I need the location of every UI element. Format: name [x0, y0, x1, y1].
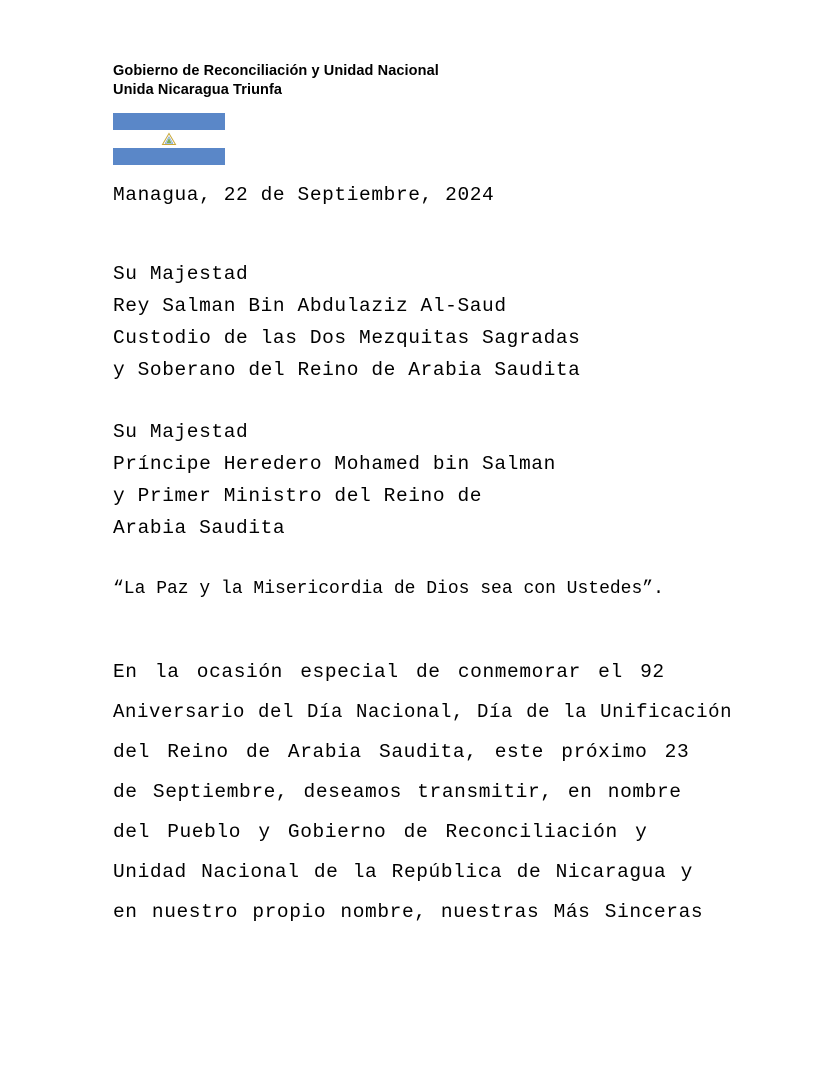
letterhead	[113, 62, 713, 100]
addressee-two-line-3: y Primer Ministro del Reino de	[113, 485, 483, 507]
flag-band-bottom	[113, 148, 225, 165]
paragraph-one-line-1: En la ocasión especial de conmemorar el 92	[113, 661, 665, 683]
nicaragua-flag-icon	[113, 113, 225, 165]
paragraph-one-line-3: del Reino de Arabia Saudita, este próximo 23	[113, 741, 690, 763]
addressee-two	[113, 416, 733, 544]
addressee-two-line-4: Arabia Saudita	[113, 517, 286, 539]
addressee-two-line-2: Príncipe Heredero Mohamed bin Salman	[113, 453, 556, 475]
paragraph-one-line-4: de Septiembre, deseamos transmitir, en nombre	[113, 781, 682, 803]
salutation: “La Paz y la Misericordia de Dios sea con Ustedes”.	[113, 579, 664, 599]
addressee-one	[113, 258, 733, 386]
paragraph-one-line-5: del Pueblo y Gobierno de Reconciliación y	[113, 821, 648, 843]
addressee-one-line-2: Rey Salman Bin Abdulaziz Al-Saud	[113, 295, 507, 317]
addressee-one-line-4: y Soberano del Reino de Arabia Saudita	[113, 359, 581, 381]
paragraph-one-line-7: en nuestro propio nombre, nuestras Más Sinceras	[113, 901, 704, 923]
paragraph-one-line-6: Unidad Nacional de la República de Nicaragua y	[113, 861, 693, 883]
addressee-one-line-1: Su Majestad	[113, 263, 249, 285]
spacer-1	[113, 210, 733, 258]
dateline: Managua, 22 de Septiembre, 2024	[113, 184, 495, 206]
flag-band-top	[113, 113, 225, 130]
paragraph-one-line-2: Aniversario del Día Nacional, Día de la Unificación	[113, 701, 733, 723]
paragraph-one	[113, 652, 733, 932]
spacer-2	[113, 386, 733, 416]
letterhead-line-1: Gobierno de Reconciliación y Unidad Nacional	[113, 63, 439, 79]
letterhead-line-2: Unida Nicaragua Triunfa	[113, 82, 283, 98]
letter-body	[113, 180, 733, 932]
flag-emblem-icon	[161, 132, 177, 146]
spacer-3	[113, 544, 733, 574]
addressee-one-line-3: Custodio de las Dos Mezquitas Sagradas	[113, 327, 581, 349]
spacer-4	[113, 604, 733, 652]
addressee-two-line-1: Su Majestad	[113, 421, 249, 443]
